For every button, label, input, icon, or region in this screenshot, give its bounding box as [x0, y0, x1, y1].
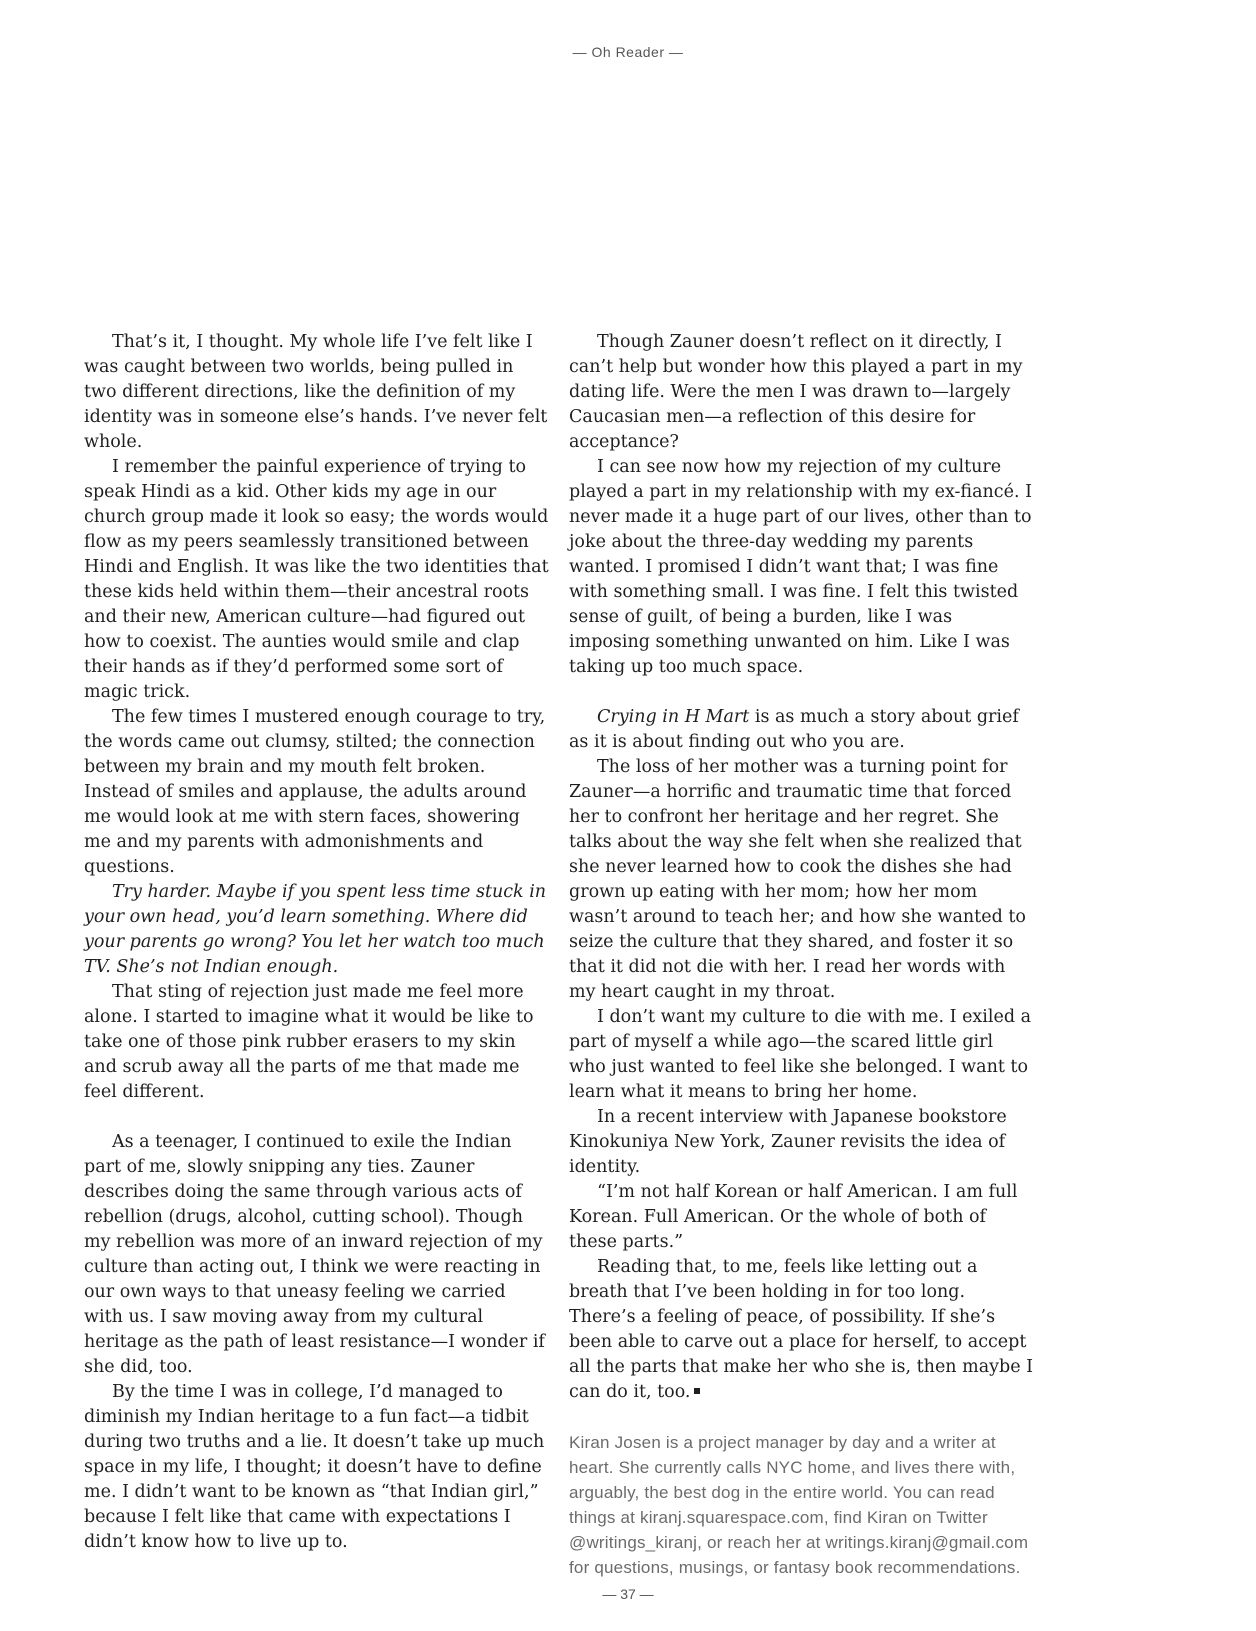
page-number: — 37 — — [602, 1586, 654, 1602]
body-paragraph: Though Zauner doesn’t reflect on it directly, I can’t help but wonder how this played a part in my dating life. Were the men I was drawn to—largely Caucasian men—a reflection of this desire for acceptance? — [569, 332, 1023, 452]
right-column — [569, 330, 1035, 1580]
body-paragraph: That sting of rejection just made me feel more alone. I started to imagine what it would be like to take one of those pink rubber erasers to my skin and scrub away all the parts of me that made me feel different. — [84, 982, 534, 1102]
left-column — [84, 330, 550, 1555]
paragraph-text: Reading that, to me, feels like letting out a breath that I’ve been holding in for too long. There’s a feeling of peace, of possibility. If she’s been able to carve out a place for herself, to accept all the parts that make her who she is, then maybe I can do it, too. — [569, 1257, 1034, 1402]
section-start-paragraph: As a teenager, I continued to exile the Indian part of me, slowly snipping any ties. Zauner describes doing the same through various acts of rebellion (drugs, alcohol, cutting school). Though my rebellion was more of an inward rejection of my culture than acting out, I think we were reacting in our own ways to that uneasy feeling we carried with us. I saw moving away from my cultural heritage as the path of least resistance—I wonder if she did, too. — [84, 1132, 545, 1377]
running-header: — Oh Reader — — [572, 44, 684, 60]
book-title: Crying in H Mart — [597, 707, 750, 727]
paragraph-text: is as much a story about grief as it is about finding out who you are. — [569, 707, 1019, 752]
section-start-paragraph — [569, 705, 1035, 755]
quote-paragraph: “I’m not half Korean or half American. I am full Korean. Full American. Or the whole of both of these parts.” — [569, 1182, 1018, 1252]
body-paragraph: By the time I was in college, I’d managed to diminish my Indian heritage to a fun fact—a tidbit during two truths and a lie. It doesn’t take up much space in my life, I thought; it doesn’t have to define me. I didn’t want to be known as “that Indian girl,” because I felt like that came with expectations I didn’t know how to live up to. — [84, 1382, 545, 1552]
end-mark-icon — [694, 1388, 700, 1394]
body-paragraph: In a recent interview with Japanese bookstore Kinokuniya New York, Zauner revisits the idea of identity. — [569, 1107, 1007, 1177]
closing-paragraph — [569, 1255, 1035, 1405]
body-paragraph: I can see now how my rejection of my culture played a part in my relationship with my ex-fiancé. I never made it a huge part of our lives, other than to joke about the three-day wedding my parents wanted. I promised I didn’t want that; I was fine with something small. I was fine. I felt this twisted sense of guilt, of being a burden, like I was imposing something unwanted on him. Like I was taking up too much space. — [569, 457, 1032, 677]
italic-quote-paragraph: Try harder. Maybe if you spent less time stuck in your own head, you’d learn something. Where did your parents go wrong? You let her watch too much TV. She’s not Indian enough. — [84, 882, 547, 977]
author-bio: Kiran Josen is a project manager by day and a writer at heart. She currently calls NYC home, and lives there with, arguably, the best dog in the entire world. You can read things at kiranj.squarespace.com, find Kiran on Twitter @writings_kiranj, or reach her at writings.kiranj@gmail.com for questions, musings, or fantasy book recommendations. — [569, 1433, 1029, 1577]
body-paragraph: I remember the painful experience of trying to speak Hindi as a kid. Other kids my age in our church group made it look so easy; the words would flow as my peers seamlessly transitioned between Hindi and English. It was like the two identities that these kids held within them—their ancestral roots and their new, American culture—had figured out how to coexist. The aunties would smile and clap their hands as if they’d performed some sort of magic trick. — [84, 457, 549, 702]
body-paragraph: The loss of her mother was a turning point for Zauner—a horrific and traumatic time that forced her to confront her heritage and her regret. She talks about the way she felt when she realized that she never learned how to cook the dishes she had grown up eating with her mom; how her mom wasn’t around to teach her; and how she wanted to seize the culture that they shared, and foster it so that it did not die with her. I read her words with my heart caught in my throat. — [569, 757, 1026, 1002]
body-paragraph: That’s it, I thought. My whole life I’ve felt like I was caught between two worlds, being pulled in two different directions, like the definition of my identity was in someone else’s hands. I’ve never felt whole. — [84, 332, 548, 452]
body-paragraph: I don’t want my culture to die with me. I exiled a part of myself a while ago—the scared little girl who just wanted to feel like she belonged. I want to learn what it means to bring her home. — [569, 1007, 1032, 1102]
body-paragraph: The few times I mustered enough courage to try, the words came out clumsy, stilted; the connection between my brain and my mouth felt broken. Instead of smiles and applause, the adults around me would look at me with stern faces, showering me and my parents with admonishments and questions. — [84, 707, 546, 877]
